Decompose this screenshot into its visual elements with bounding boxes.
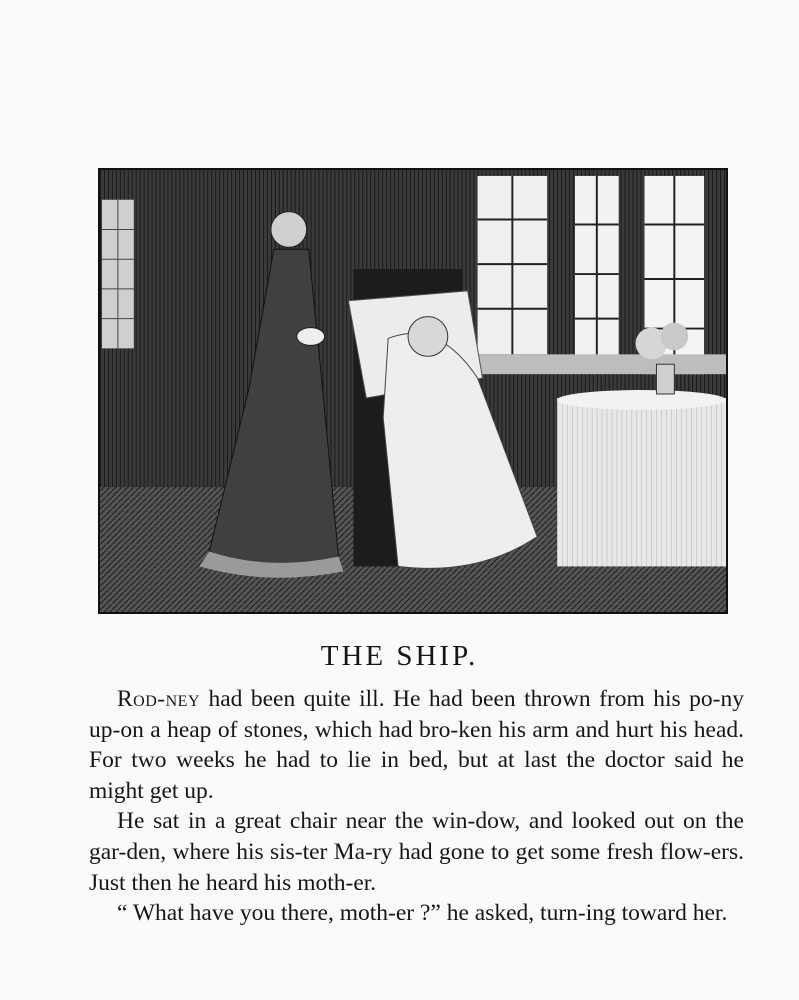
story-text	[89, 684, 744, 929]
paragraph-lead: Rod-ney	[117, 686, 200, 712]
paragraph	[89, 684, 744, 806]
paragraph-text: “ What have you there, moth-er ?” he asked, turn-ing toward her.	[117, 900, 728, 927]
paragraph	[89, 898, 744, 929]
engraving-illustration	[98, 168, 728, 614]
chapter-title: THE SHIP.	[320, 640, 479, 672]
paragraph	[89, 806, 744, 898]
paragraph-text: He sat in a great chair near the win-dow, and looked out on the gar-den, where his sis-ter Ma-ry had gone to get some fresh flow-ers. Just then he heard his moth-er.	[89, 808, 744, 896]
engraving-drawing	[100, 170, 726, 612]
paragraph-text: had been quite ill. He had been thrown from his po-ny up-on a heap of stones, which had bro-ken his arm and hurt his head. For two weeks he had to lie in bed, but at last the doctor said he might get up.	[89, 686, 744, 804]
